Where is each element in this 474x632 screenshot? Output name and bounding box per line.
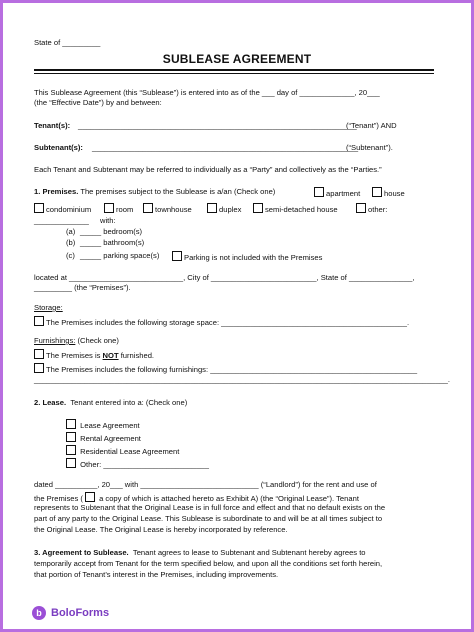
storage-heading: Storage:	[34, 303, 63, 312]
tenant-field[interactable]: __________________________________________________________________	[78, 121, 357, 130]
lease-line	[34, 398, 187, 408]
lease-line-5: the Original Lease. The Original Lease is hereby incorporated by reference.	[34, 525, 288, 534]
party-definition: Each Tenant and Subtenant may be referred to individually as a “Party” and collectively as the “Parties.”	[34, 165, 382, 174]
item-letter-b: (b)	[66, 238, 76, 247]
agreement-line-2: temporarily accept from Tenant for the term specified below, and upon all the conditions set forth herein,	[34, 559, 383, 568]
checkbox[interactable]	[66, 458, 76, 468]
checkbox[interactable]	[34, 316, 44, 326]
location-line-2[interactable]: _________ (the “Premises”).	[34, 283, 131, 292]
checkbox[interactable]	[34, 203, 44, 213]
lease-line-4: part of any party to the Original Lease. This Sublease is subordinate to and will be at all times subject to	[34, 514, 383, 523]
with-label: with:	[100, 216, 116, 225]
title-rule-thick	[34, 69, 434, 71]
option-room[interactable]: room	[104, 203, 133, 215]
option-residential-lease[interactable]: Residential Lease Agreement	[66, 445, 179, 457]
option-semi-detached[interactable]: semi-detached house	[253, 203, 338, 215]
option-duplex[interactable]: duplex	[207, 203, 241, 215]
checkbox[interactable]	[66, 445, 76, 455]
option-apartment[interactable]: apartment	[314, 187, 360, 199]
checkbox[interactable]	[143, 203, 153, 213]
option-rental-agreement[interactable]: Rental Agreement	[66, 432, 141, 444]
option-no-parking[interactable]: Parking is not included with the Premises	[172, 251, 322, 263]
parking-field[interactable]: _____ parking space(s)	[80, 251, 160, 260]
subtenant-suffix: (“Subtenant”).	[346, 143, 393, 152]
brand-name: BoloForms	[51, 607, 110, 619]
checkbox[interactable]	[314, 187, 324, 197]
bedrooms-field[interactable]: _____ bedroom(s)	[80, 227, 143, 236]
option-townhouse[interactable]: townhouse	[143, 203, 192, 215]
lease-text: Tenant entered into a: (Check one)	[70, 398, 188, 407]
checkbox[interactable]	[172, 251, 182, 261]
furnishings-check-note: (Check one)	[77, 336, 119, 345]
agreement-line-3: that portion of Tenant’s interest in the Premises, including improvements.	[34, 570, 279, 579]
state-line: State of _________	[34, 38, 101, 47]
intro-line-2: (the “Effective Date”) by and between:	[34, 98, 162, 107]
tenant-suffix: (“Tenant”) AND	[346, 121, 397, 130]
exhibit-checkbox[interactable]	[85, 492, 95, 502]
subtenant-field[interactable]: _______________________________________________________________	[92, 143, 359, 152]
bathrooms-field[interactable]: _____ bathroom(s)	[80, 238, 145, 247]
tenant-label: Tenant(s):	[34, 121, 71, 130]
option-furnished-list[interactable]: The Premises includes the following furnishings: _________________________________________________	[34, 363, 417, 375]
intro-line-1: This Sublease Agreement (this “Sublease”) is entered into as of the ___ day of _____________, 20___	[34, 88, 380, 97]
option-other-lease[interactable]: Other: _________________________	[66, 458, 209, 470]
storage-option[interactable]: The Premises includes the following storage space: ____________________________________________.	[34, 316, 409, 328]
item-letter-c: (c)	[66, 251, 75, 260]
title-rule-thin	[34, 73, 434, 74]
checkbox[interactable]	[356, 203, 366, 213]
option-condominium[interactable]: condominium	[34, 203, 91, 215]
premises-line	[34, 187, 275, 197]
document-title: SUBLEASE AGREEMENT	[162, 52, 312, 66]
furnishings-heading-line	[34, 336, 119, 346]
furnishings-heading: Furnishings:	[34, 336, 76, 345]
option-other[interactable]: other:	[356, 203, 387, 215]
premises-heading: 1. Premises.	[34, 187, 79, 196]
option-house[interactable]: house	[372, 187, 405, 199]
option-not-furnished[interactable]: The Premises is NOT furnished.	[34, 349, 154, 361]
lease-heading: 2. Lease.	[34, 398, 67, 407]
lease-line-3: represents to Subtenant that the Original Lease is in full force and effect and that no default exists on the	[34, 503, 386, 512]
boloforms-logo-icon: b	[32, 606, 46, 620]
checkbox[interactable]	[66, 419, 76, 429]
premises-text: The premises subject to the Sublease is a/an (Check one)	[80, 187, 276, 196]
checkbox[interactable]	[34, 363, 44, 373]
furnishings-blank-line[interactable]: __________________________________________________________________________________________________.	[34, 375, 450, 384]
location-line[interactable]: located at ___________________________, City of _________________________, State of _______________,	[34, 273, 415, 282]
checkbox[interactable]	[34, 349, 44, 359]
option-lease-agreement[interactable]: Lease Agreement	[66, 419, 140, 431]
checkbox[interactable]	[253, 203, 263, 213]
lease-dated-line[interactable]: dated __________, 20___ with ____________________________ (“Landlord”) for the rent and use of	[34, 480, 377, 489]
checkbox[interactable]	[207, 203, 217, 213]
item-letter-a: (a)	[66, 227, 76, 236]
other-premises-field[interactable]: _____________	[34, 216, 89, 225]
lease-line-2: the Premises ( a copy of which is attached hereto as Exhibit A) (the “Original Lease”). Tenant	[34, 494, 359, 503]
checkbox[interactable]	[372, 187, 382, 197]
checkbox[interactable]	[104, 203, 114, 213]
subtenant-label: Subtenant(s):	[34, 143, 83, 152]
agreement-heading: 3. Agreement to Sublease.	[34, 548, 129, 557]
agreement-line-1: 3. Agreement to Sublease. Tenant agrees to lease to Subtenant and Subtenant hereby agrees to	[34, 548, 366, 557]
checkbox[interactable]	[66, 432, 76, 442]
